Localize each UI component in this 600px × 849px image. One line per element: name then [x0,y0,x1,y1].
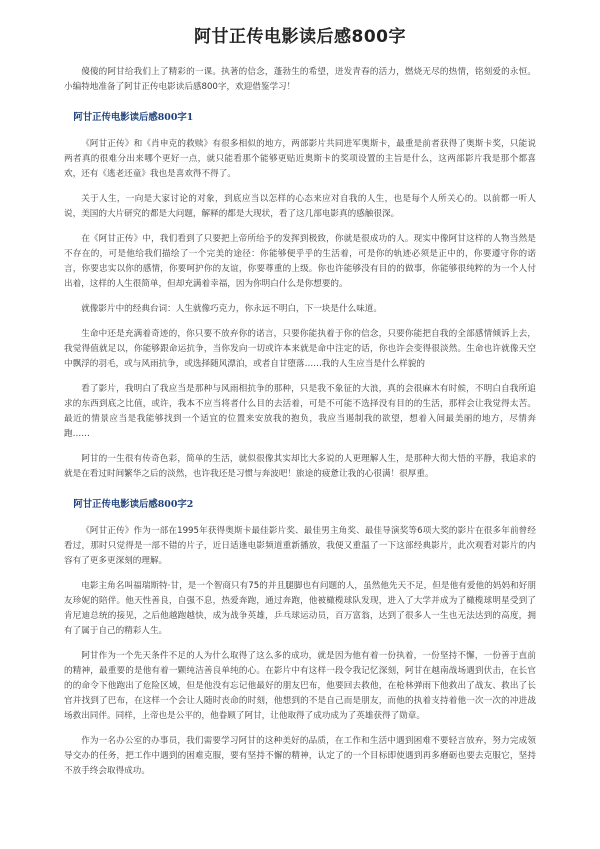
section-2-paragraph: 作为一名办公室的办事员，我们需要学习阿甘的这种美好的品质，在工作和生活中遇到困难不要轻言放弃，努力完成领导交办的任务，把工作中遇到的困难克服，要有坚持不懈的精神，认定了的一个目标即使遇到再多磨砺也要去克服它，坚持不放手终会取得成功。 [64,736,536,776]
section-2-paragraph: 《阿甘正传》作为一部在1995年获得奥斯卡最佳影片奖、最佳男主角奖、最佳导演奖等6项大奖的影片在很多年前曾经看过，那时只觉得是一部不错的片子，近日适逢电影频道重新播放，我便又重温了一下这部经典影片，此次观看对影片的内容有了更多更深刻的理解。 [64,526,536,566]
section-2-paragraph: 阿甘作为一个先天条件不足的人为什么取得了这么多的成功，就是因为他有着一份执着，一份坚持不懈，一份善于直前的精神，最重要的是他有着一颗纯洁善良单纯的心。在影片中有这样一段令我记忆深刻，阿甘在越南战场遇到伏击，在长官的的命令下他跑出了危险区域，但是他没有忘记他最好的朋友巴布，他要回去救他，在枪林弹雨下他救出了战友、救出了长官并找到了巴布，在这样一个会让人随时丧命的时刻，他想到的不是自己而是朋友，而他的执着支持着他一次一次的冲进战场救出同伴。同样，上帝也是公平的，他眷顾了阿甘，让他取得了成功成为了英雄获得了勋章。 [64,651,536,721]
section-1-heading: 阿甘正传电影读后感800字1 [73,112,194,123]
section-2-paragraph: 电影主角名叫福瑞斯特·甘，是一个智商只有75的并且腿脚也有问题的人，虽然他先天不足，但是他有爱他的妈妈和好朋友珍妮的陪伴。他天性善良，自强不息，热爱奔跑，通过奔跑，他被橄榄球队发现，进入了大学并成为了橄榄球明星受到了肯尼迪总统的接见，之后他越跑越快，成为战争英雄，乒乓球运动员，百万富翁，达到了很多人一生也无法达到的高度，拥有了属于自己的精彩人生。 [64,581,536,636]
intro-paragraph: 傻傻的阿甘给我们上了精彩的一课。执著的信念，蓬勃生的希望，迸发青春的活力，燃烧无尽的热情，铭刻爱的永恒。小编特地准备了阿甘正传电影读后感800字，欢迎借鉴学习！ [64,67,536,92]
section-2-heading: 阿甘正传电影读后感800字2 [73,499,194,510]
section-1-paragraph: 看了影片，我明白了我应当是那种与风雨相抗争的那种，只是我不象征的大浪，真的会很麻木有时候，不明白自我所追求的东西到底之比值，或许，我本不应当将者什么目的去活着，可是不可能不选择没有目的的生活，那样会让我觉得太苦。最近的情景应当是我能够找到一个适宜的位置来安放我的抱负，我应当遏制我的欲望，想着入间最美丽的地方，尽情奔跑…… [64,384,536,439]
section-1-paragraph: 阿甘的一生很有传奇色彩，简单的生活，就似很像其实却比大多说的人更理解人生，是那种大彻大悟的平静，我追求的就是在看过时间繁华之后的淡然，也许我还是习惯与奔波吧！旅途的疲惫让我的心很满！很厚重。 [64,454,536,479]
section-1-paragraph: 关于人生，一向是大家讨论的对象，到底应当以怎样的心态来应对自我的人生，也是每个人所关心的。以前都一听人说，美国的大片研究的都是大问题，解释的都是大现状，看了这几部电影真的感触很深。 [64,194,536,219]
page-title: 阿甘正传电影读后感800字 [194,27,406,47]
section-1-paragraph: 在《阿甘正传》中，我们看到了只要把上帝所给予的发挥到极致，你就是很成功的人。现实中像阿甘这样的人物当然是不存在的，可是他给我们描绘了一个完美的途径：你能够便乎乎的生活着，可是你的轨迹必须是正中的，你要遵守你的诺言，你要忠实以你的感情，你要呵护你的友谊，你要尊重的上级。你也许能够没有目的的做事，你能够很纯粹的为一个人付出着，这样的人生很简单，但却充满着幸福，因为你明白什么是你想要的。 [64,234,536,289]
section-1-paragraph: 《阿甘正传》和《肖申克的救赎》有很多相似的地方，两部影片共同进军奥斯卡，最重是前者获得了奥斯卡奖，只能说两者真的很难分出来哪个更好一点，就只能看那个能够更贴近奥斯卡的奖项设置的主旨是什么，这两部影片我是那个都喜欢，还有《逃老还童》我也是喜欢得不得了。 [64,139,536,179]
section-1-paragraph: 生命中还是充满着奇迹的，你只要不放弃你的诺言，只要你能执着于你的信念，只要你能把自我的全部感情倾诉上去，我觉得值就足以，你能够跟命运抗争，当你发向一切或许本来就是命中注定的话，你也许会变得很淡然。生命也许就像天空中飘浮的羽毛，或与风雨抗争，或选择随风漂泊，或者自甘堕落……我的人生应当是什么样貌的 [64,329,536,369]
section-1-paragraph: 就像影片中的经典台词：人生就像巧克力，你永远不明白，下一块是什么味道。 [81,304,382,314]
